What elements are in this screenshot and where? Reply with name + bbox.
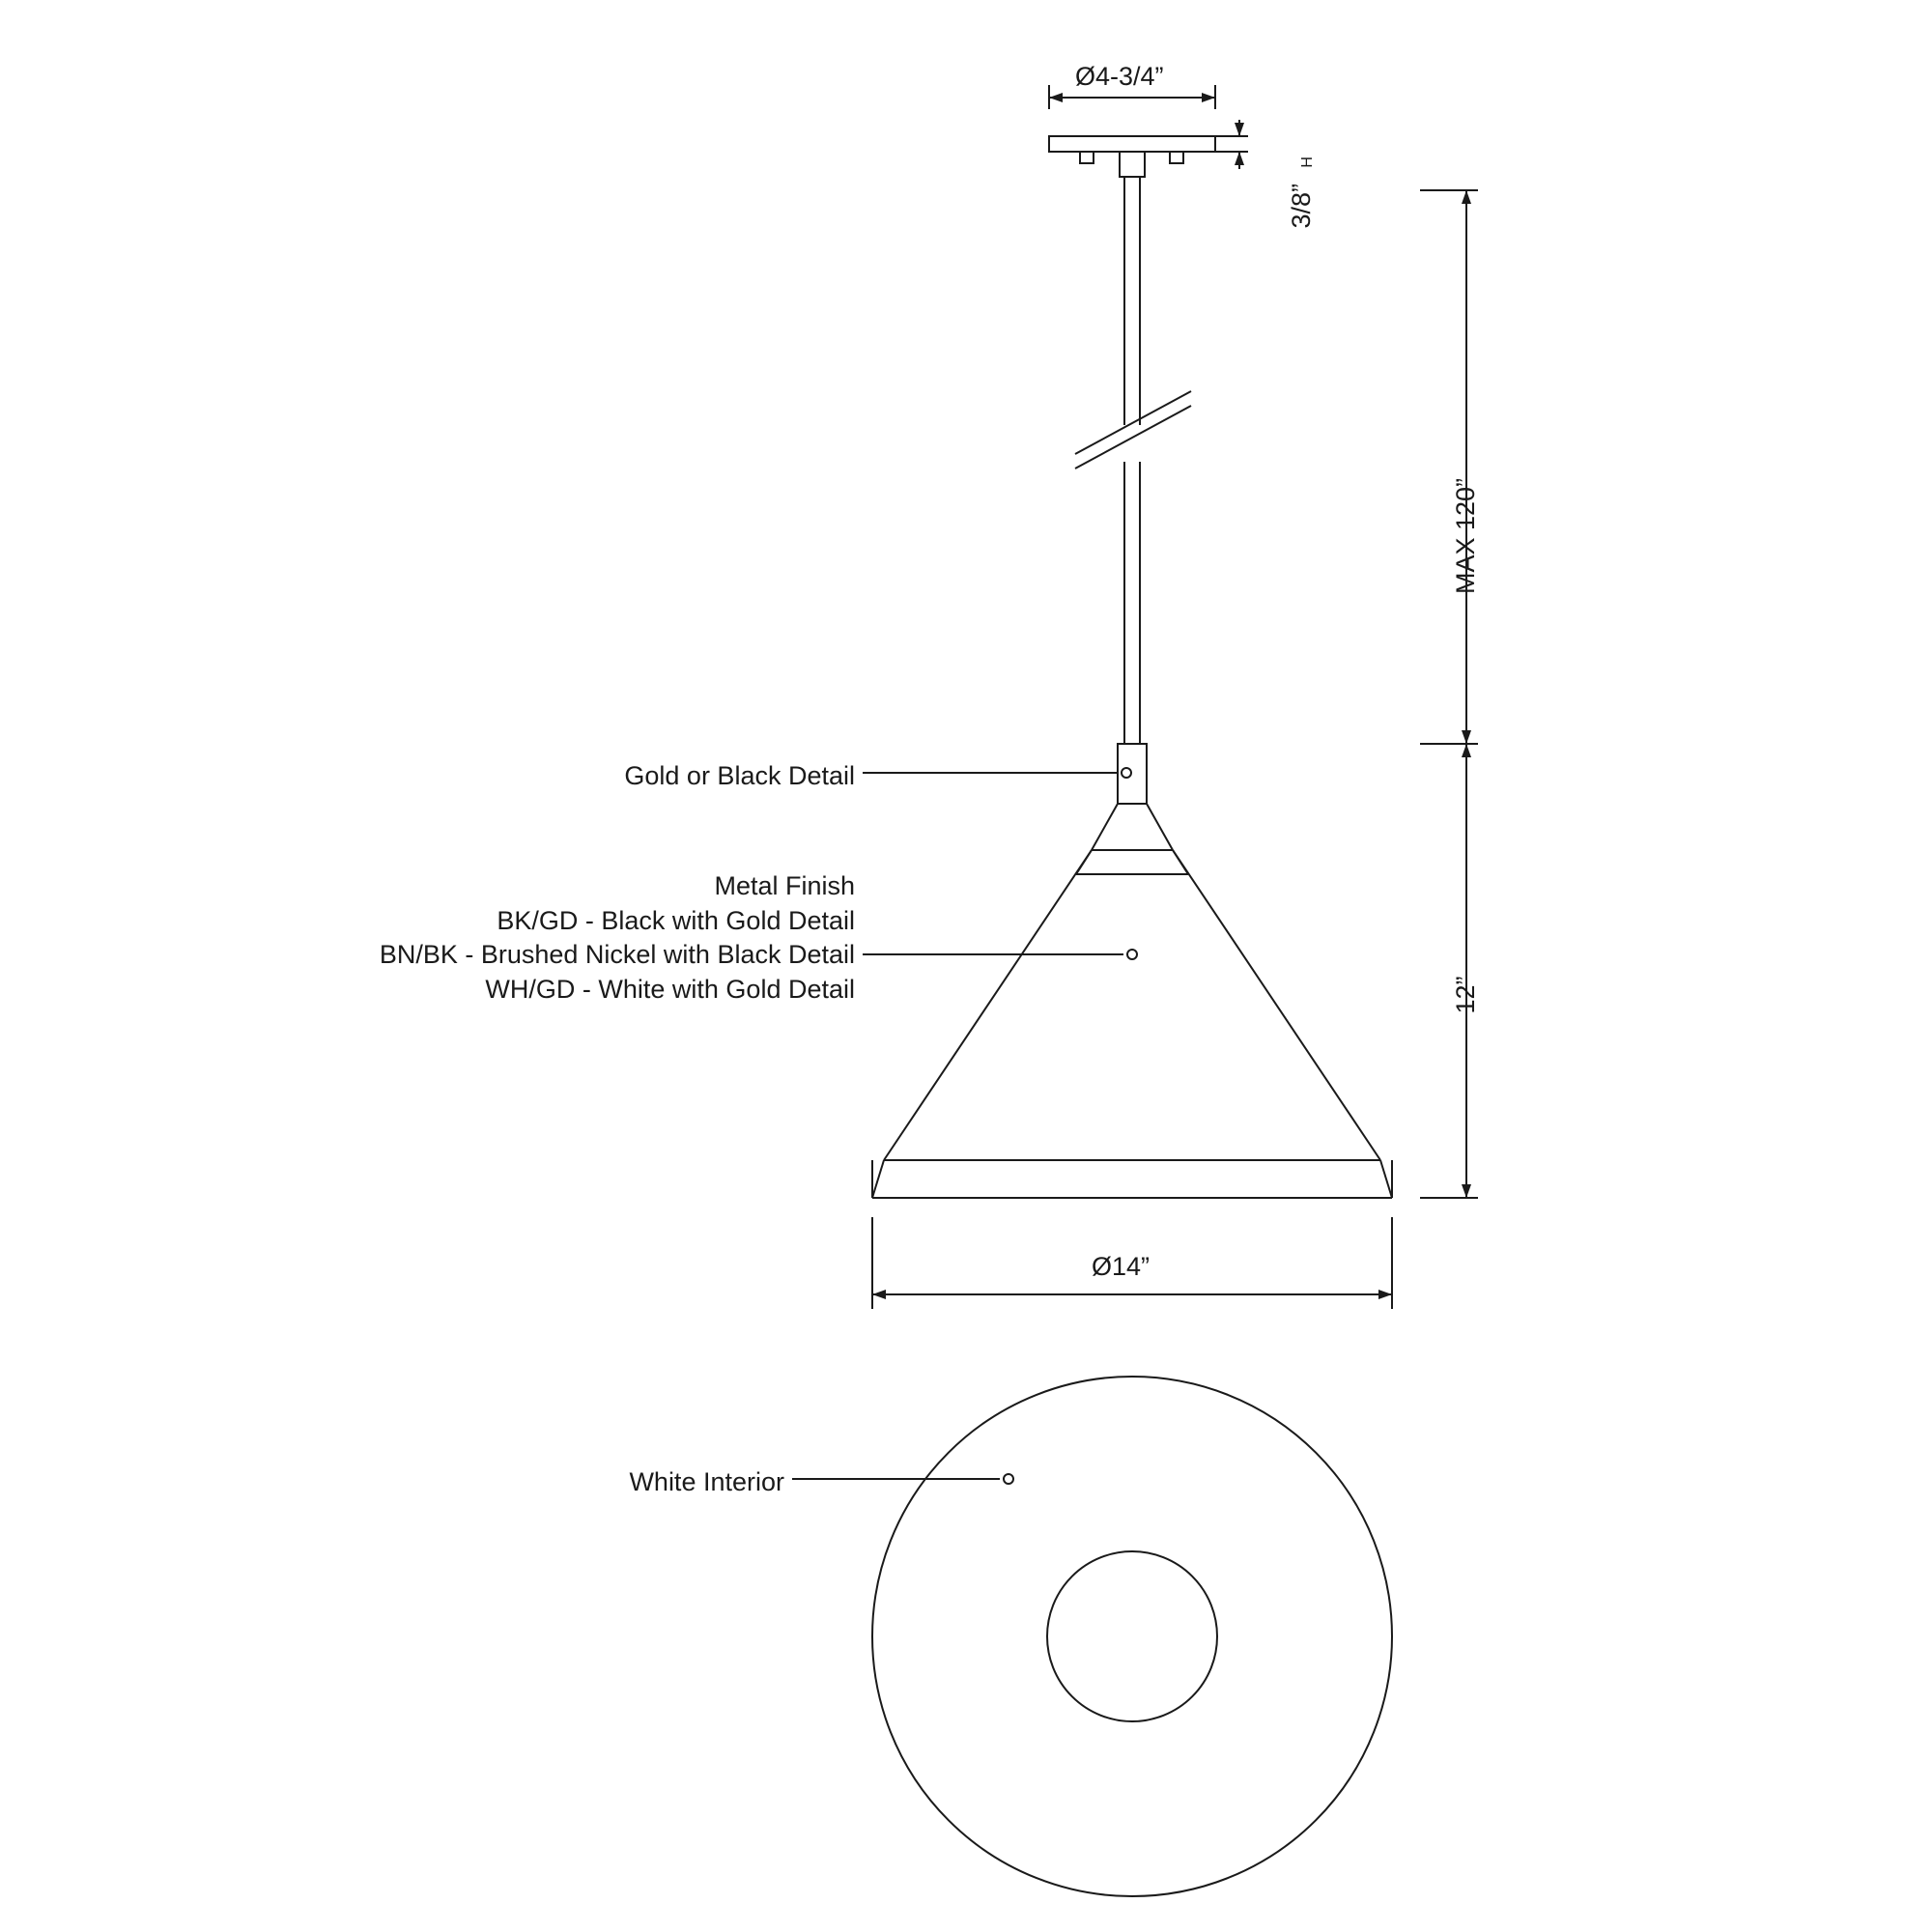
finish-callout-heading: Metal Finish [714, 871, 855, 900]
canopy-height-unit-tick: H [1299, 156, 1316, 168]
finish-option-bkgd: BK/GD - Black with Gold Detail [497, 905, 855, 935]
finish-option-whgd: WH/GD - White with Gold Detail [485, 974, 855, 1004]
canopy [1049, 136, 1215, 177]
leader-finish [863, 950, 1137, 959]
finish-callout [179, 869, 855, 1008]
shade-diameter-label: Ø14” [1092, 1252, 1151, 1281]
interior-callout-label: White Interior [629, 1467, 784, 1496]
shade-height-dimension [1420, 744, 1478, 1198]
canopy-height-label: 3/8” [1287, 184, 1316, 229]
shade-height-label: 12” [1451, 976, 1480, 1014]
cone-shade [872, 850, 1392, 1198]
downrod [1075, 177, 1191, 744]
max-drop-dimension [1420, 190, 1478, 744]
detail-collar [1076, 744, 1188, 874]
canopy-height-dimension [1215, 120, 1248, 169]
detail-callout-label: Gold or Black Detail [624, 761, 855, 790]
leader-detail [863, 768, 1131, 778]
plan-view [872, 1377, 1392, 1896]
canopy-diameter-label: Ø4-3/4” [1075, 62, 1164, 91]
max-drop-label: MAX 120” [1451, 477, 1480, 595]
finish-option-bnbk: BN/BK - Brushed Nickel with Black Detail [379, 940, 855, 970]
leader-interior [792, 1474, 1013, 1484]
